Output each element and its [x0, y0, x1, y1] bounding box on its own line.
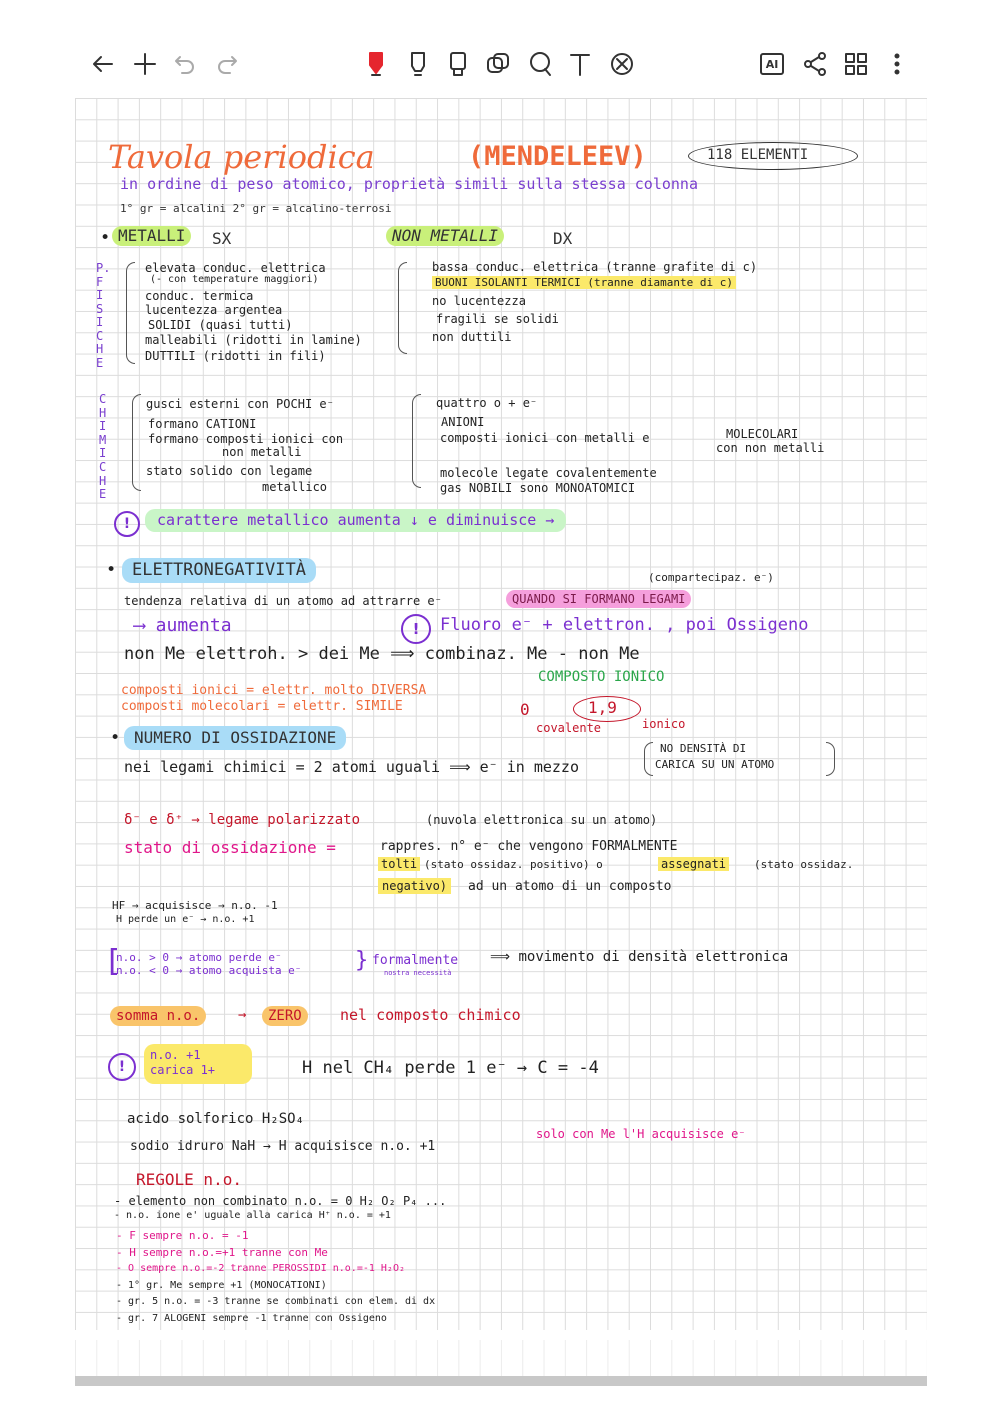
fisiche-label: P. F I S I C H E	[96, 261, 111, 370]
scale-zero: 0	[520, 700, 530, 719]
electroneg-note: (compartecipaz. e⁻)	[648, 571, 774, 584]
density-move: ⟹ movimento di densità elettronica	[490, 949, 789, 965]
metals-chemical-item: stato solido con legame	[146, 464, 313, 478]
ox-note-brace	[644, 742, 653, 776]
no-plus1: n.o. +1	[150, 1048, 201, 1062]
hf-line2: H perde un e⁻ → n.o. +1	[116, 914, 255, 925]
metals-chemical-brace	[132, 394, 141, 491]
metals-chemical-item: gusci esterni con POCHI e⁻	[146, 397, 334, 411]
page-title: Tavola periodica	[108, 138, 375, 176]
carica-plus1: carica 1+	[150, 1063, 216, 1077]
brace-glyph: }	[355, 948, 369, 973]
eraser-icon[interactable]	[602, 44, 642, 84]
metals-physical-brace	[126, 262, 135, 364]
metallic-character: carattere metallico aumenta ↓ e diminuisce →	[145, 509, 566, 532]
delta-note: (nuvola elettronica su un atomo)	[426, 813, 658, 827]
bullet: •	[106, 560, 117, 580]
nonmetals-physical-brace	[398, 262, 407, 354]
rule-item: - gr. 7 ALOGENI sempre -1 tranne con Ossigeno	[116, 1313, 387, 1324]
nonmetals-chemical-item: con non metalli	[716, 441, 825, 455]
nonmetals-chemical-item: MOLECOLARI	[726, 427, 799, 441]
page-divider	[75, 1376, 927, 1386]
scale-value: 1,9	[588, 698, 617, 717]
ox-note-line1: NO DENSITÀ DI	[660, 742, 747, 755]
more-vertical-icon[interactable]	[877, 44, 917, 84]
increases: ⟶ aumenta	[134, 615, 232, 636]
ch4-line: H nel CH₄ perde 1 e⁻ → C = -4	[302, 1058, 599, 1078]
ox-note-line2: CARICA SU UN ATOMO	[655, 758, 775, 771]
rule-item: - elemento non combinato n.o. = 0 H₂ O₂ P₄ ...	[114, 1194, 447, 1208]
warning-icon: !	[108, 1053, 136, 1081]
sodio-line: sodio idruro NaH → H acquisisce n.o. +1	[130, 1139, 436, 1154]
ox-state-negativo: negativo)	[378, 878, 451, 894]
electroneg-header: ELETTRONEGATIVITÀ	[122, 558, 316, 583]
composto-ionico: COMPOSTO IONICO	[538, 669, 665, 685]
marker-icon[interactable]	[398, 44, 438, 84]
metals-physical-item: (- con temperature maggiori)	[150, 274, 319, 285]
rule-item: - H sempre n.o.=+1 tranne con Me	[116, 1246, 328, 1259]
nonmetals-chemical-item: quattro o + e⁻	[436, 396, 538, 410]
covalente-label: covalente	[536, 721, 602, 735]
ox-def: nei legami chimici = 2 atomi uguali ⟹ e⁻ in mezzo	[124, 758, 579, 776]
plus-icon[interactable]	[125, 44, 165, 84]
rule-item: - O sempre n.o.=-2 tranne PEROSSIDI n.o.=-1 H₂O₂	[116, 1263, 405, 1274]
nonmetals-chemical-brace	[412, 394, 421, 488]
rules-header: REGOLE n.o.	[136, 1170, 242, 1189]
metals-header: METALLI	[112, 226, 191, 246]
nonmetals-physical-item: bassa conduc. elettrica (tranne grafite di c)	[432, 260, 758, 274]
highlighter-icon[interactable]	[438, 44, 478, 84]
lasso-icon[interactable]	[478, 44, 518, 84]
metals-chemical-item: formano CATIONI	[148, 417, 257, 431]
warning-icon: !	[114, 511, 140, 537]
rule-item: - 1° gr. Me sempre +1 (MONOCATIONI)	[116, 1280, 327, 1291]
nonmetals-physical-item: fragili se solidi	[436, 312, 559, 326]
nonmetals-chemical-item: gas NOBILI sono MONOATOMICI	[440, 481, 636, 495]
no-pos: n.o. > 0 → atomo perde e⁻	[116, 951, 282, 964]
ox-state-assegnati: assegnati	[658, 857, 729, 871]
nonmetals-dx: DX	[553, 229, 573, 248]
ox-state-def2: (stato ossidaz. positivo) o	[424, 858, 603, 871]
nostra-necessita: nostra necessità	[384, 969, 452, 977]
text-icon[interactable]	[560, 44, 600, 84]
bracket: [	[104, 944, 123, 979]
nonmetals-chemical-item: composti ionici con metalli e	[440, 431, 650, 445]
ai-label: AI	[760, 53, 784, 75]
nonmetals-physical-item: no lucentezza	[432, 294, 526, 308]
rule-item: - F sempre n.o. = -1	[116, 1229, 249, 1242]
formalmente: formalmente	[372, 953, 459, 968]
warning-icon: !	[401, 614, 431, 644]
metals-physical-item: lucentezza argentea	[145, 303, 283, 317]
somma-rest: nel composto chimico	[340, 1006, 521, 1024]
somma-label: somma n.o.	[110, 1006, 206, 1026]
grid-icon[interactable]	[836, 44, 876, 84]
ox-state-def1: rappres. n° e⁻ che vengono FORMALMENTE	[380, 839, 678, 854]
bullet: •	[110, 728, 121, 748]
composti-ionici: composti ionici = elettr. molto DIVERSA	[121, 683, 427, 698]
page-bottom-grid	[75, 1340, 927, 1376]
ox-note-brace-right	[826, 742, 835, 776]
pen-icon[interactable]	[356, 44, 396, 84]
electroneg-when: QUANDO SI FORMANO LEGAMI	[506, 590, 691, 608]
nonmetals-physical-item: BUONI ISOLANTI TERMICI (tranne diamante di c)	[432, 276, 736, 289]
bullet: •	[100, 228, 111, 248]
nonme-line: non Me elettroh. > dei Me ⟹ combinaz. Me - non Me	[124, 644, 640, 664]
metals-sx: SX	[212, 229, 232, 248]
undo-icon[interactable]	[165, 44, 205, 84]
fluoro-note: Fluoro e⁻ + elettron. , poi Ossigeno	[440, 615, 809, 635]
composti-molecolari: composti molecolari = elettr. SIMILE	[121, 699, 403, 714]
metals-chemical-item: formano composti ionici con	[148, 432, 344, 446]
nonmetals-physical-item: non duttili	[432, 330, 512, 344]
electroneg-def: tendenza relativa di un atomo ad attrarre e⁻	[124, 594, 442, 608]
metals-physical-item: conduc. termica	[145, 289, 254, 303]
nonmetals-chemical-item: ANIONI	[441, 415, 485, 429]
arrow-glyph: →	[238, 1007, 247, 1023]
metals-physical-item: DUTTILI (ridotti in fili)	[145, 349, 326, 363]
metals-chemical-item: non metalli	[222, 445, 302, 459]
groups-line: 1° gr = alcalini 2° gr = alcalino-terrosi	[120, 202, 392, 215]
zero-label: ZERO	[262, 1006, 308, 1026]
solo-me-note: solo con Me l'H acquisisce e⁻	[536, 1127, 746, 1141]
elements-count: 118 ELEMENTI	[707, 147, 809, 163]
nonmetals-header: NON METALLI	[386, 226, 504, 246]
metals-physical-item: malleabili (ridotti in lamine)	[145, 333, 362, 347]
rule-item: - gr. 5 n.o. = -3 tranne se combinati con elem. di dx	[116, 1296, 436, 1307]
rule-item: - n.o. ione e' uguale alla carica H⁺ n.o. = +1	[114, 1210, 391, 1221]
title-paren: (MENDELEEV)	[468, 141, 647, 172]
ai-button[interactable]	[752, 44, 792, 84]
ox-header: NUMERO DI OSSIDAZIONE	[124, 726, 346, 750]
redo-icon[interactable]	[207, 44, 247, 84]
metals-chemical-item: metallico	[262, 480, 328, 494]
shapes-icon[interactable]	[520, 44, 560, 84]
metals-physical-item: elevata conduc. elettrica	[145, 261, 326, 275]
no-neg: n.o. < 0 → atomo acquista e⁻	[116, 964, 302, 977]
share-icon[interactable]	[795, 44, 835, 84]
acido-line: acido solforico H₂SO₄	[127, 1111, 305, 1127]
subtitle: in ordine di peso atomico, proprietà simili sulla stessa colonna	[120, 175, 698, 193]
hf-line1: HF → acquisisce → n.o. -1	[112, 899, 278, 912]
delta-line: δ⁻ e δ⁺ → legame polarizzato	[124, 812, 361, 828]
ionico-label: ionico	[642, 717, 686, 731]
ox-state-def3: (stato ossidaz.	[754, 858, 854, 871]
nonmetals-chemical-item: molecole legate covalentemente	[440, 466, 657, 480]
arrow-left-icon[interactable]	[83, 44, 123, 84]
metals-physical-item: SOLIDI (quasi tutti)	[148, 318, 293, 332]
chimiche-label: C H I M I C H E	[99, 392, 107, 502]
ox-state-def4: ad un atomo di un composto	[468, 879, 672, 894]
ox-state-tolti: tolti	[378, 857, 420, 871]
ox-state: stato di ossidazione =	[124, 838, 336, 857]
